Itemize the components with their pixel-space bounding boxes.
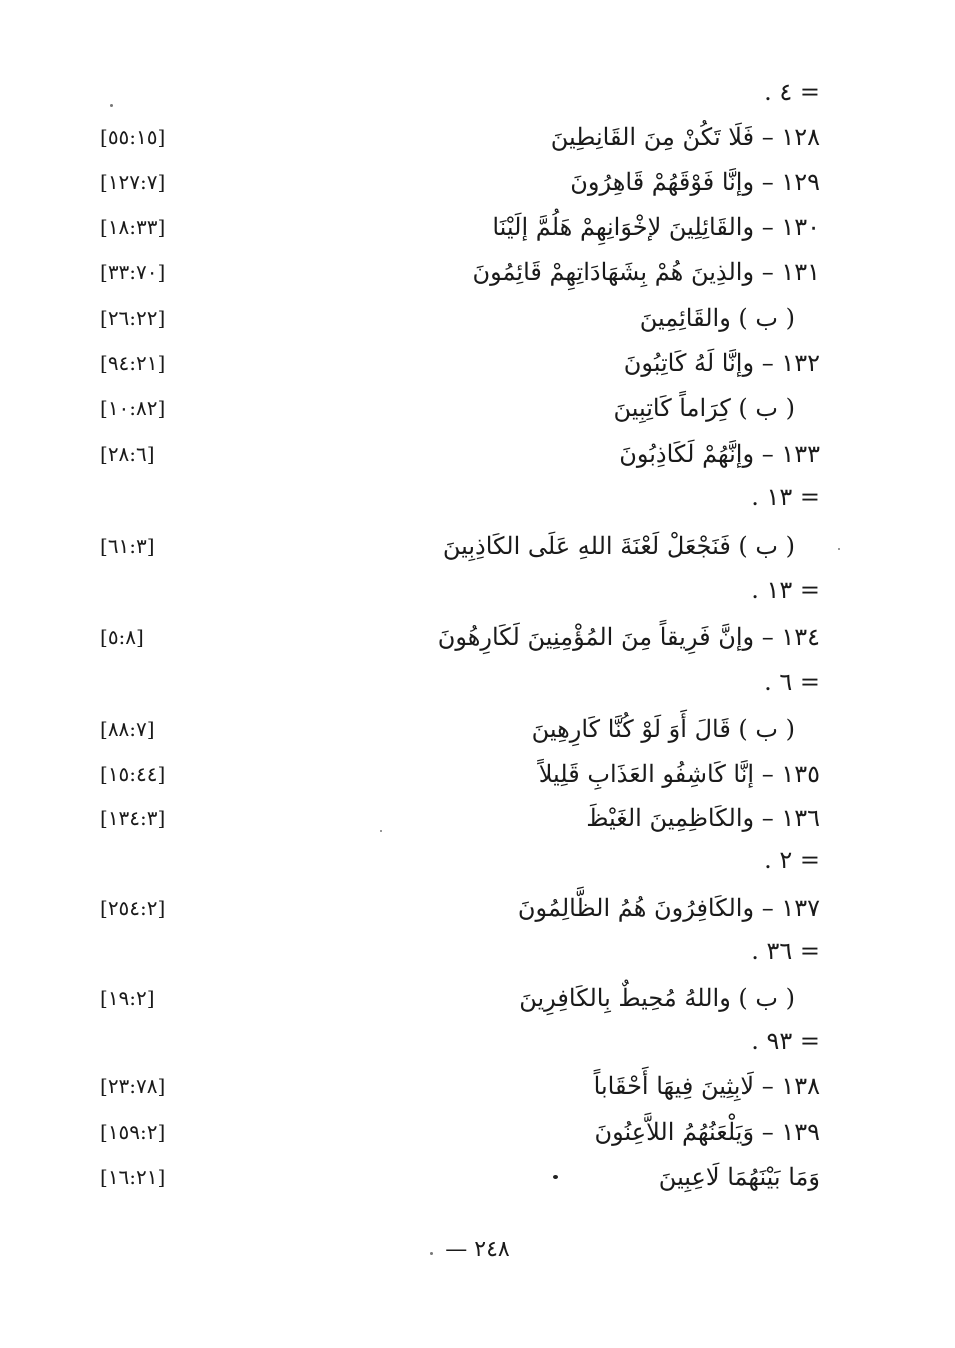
verse-text: ١٣٥ – إنَّا كَاشِفُو العَذَابِ قَلِيلاً [538,760,820,788]
verse-reference: [١٨:٣٣] [100,215,166,239]
verse-text: ١٣٩ – وَيَلْعَنُهُمُ اللاَّعِنُونَ [594,1118,820,1146]
list-item [0,72,955,112]
verse-reference: [١٥٩:٢] [100,1120,166,1144]
verse-text: ١٣٦ – والكَاظِمِينَ الغَيْظَ [586,804,820,832]
verse-reference: [١٦:٢١] [100,1165,166,1189]
verse-text: ( ب ) واللهُ مُحِيطٌ بِالكَافِرِينَ [519,984,795,1012]
verse-text: = ٤ . [764,78,820,106]
list-item [0,1112,955,1152]
verse-reference: [٢٥٤:٢] [100,896,166,920]
list-item [0,931,955,971]
verse-text: ١٣١ – والذِينَ هُمْ بِشَهَادَاتِهِمْ قَائِمُونَ [472,258,820,286]
verse-text: ١٣٨ – لَابِثِينَ فِيهَا أَحْقَاباً [593,1072,820,1100]
verse-text: ( ب ) فَنَجْعَلْ لَعْنَةَ اللهِ عَلَى الكَاذِبِينَ [442,532,795,560]
verse-reference: [٩٤:٢١] [100,351,166,375]
scan-speck [430,1252,433,1255]
list-item [0,1157,955,1197]
verse-text: = ٩٣ . [751,1027,820,1055]
verse-reference: [١٠:٨٢] [100,396,166,420]
scan-speck [110,104,113,107]
scan-speck [553,1175,558,1179]
verse-text: ١٣٧ – والكَافِرُونَ هُمُ الظَّالِمُونَ [517,894,820,922]
list-item [0,1021,955,1061]
verse-reference: [٢٦:٢٢] [100,306,166,330]
verse-reference: [٦١:٣] [100,534,155,558]
page-number: ٢٤٨ — [445,1237,510,1262]
verse-reference: [٥:٨] [100,625,144,649]
verse-text: وَمَا بَيْنَهُمَا لَاعِبِينَ [658,1163,820,1191]
verse-text: = ١٣ . [751,576,820,604]
verse-text: ( ب ) قَالَ أَوَ لَوْ كُنَّا كَارِهِينَ [531,715,795,743]
list-item [0,434,955,474]
list-item [0,662,955,702]
verse-text: = ٦ . [764,668,820,696]
verse-reference: [١٢٧:٧] [100,170,166,194]
list-item [0,477,955,517]
list-item [0,888,955,928]
verse-text: = ٣٦ . [751,937,820,965]
list-item [0,252,955,292]
list-item [0,388,955,428]
verse-text: ١٣٢ – وإنَّا لَهُ كَاتِبُونَ [623,349,820,377]
verse-reference: [٣٣:٧٠] [100,260,166,284]
list-item [0,207,955,247]
list-item [0,117,955,157]
verse-reference: [١٣٤:٣] [100,806,166,830]
verse-text: = ١٣ . [751,483,820,511]
verse-reference: [٨٨:٧] [100,717,155,741]
list-item [0,526,955,566]
verse-text: = ٢ . [764,846,820,874]
verse-text: ١٣٣ – وإنَّهُمْ لَكَاذِبُونَ [619,440,820,468]
verse-text: ١٣٠ – والقَائِلِينَ لإخْوَانِهِمْ هَلُمَّ إلَيْنَا [492,213,820,241]
verse-text: ١٢٨ – فَلَا تَكُنْ مِنَ القَانِطِينَ [550,123,820,151]
list-item [0,617,955,657]
verse-text: ( ب ) والقَائِمِينَ [639,304,795,332]
list-item [0,570,955,610]
list-item [0,298,955,338]
scan-speck [838,548,840,550]
verse-reference: [١٥:٤٤] [100,762,166,786]
verse-reference: [٢٣:٧٨] [100,1074,166,1098]
list-item [0,709,955,749]
scan-speck [380,830,382,832]
verse-reference: [٢٨:٦] [100,442,155,466]
verse-text: ( ب ) كِرَاماً كَاتِبِينَ [613,394,795,422]
verse-text: ١٣٤ – وإنَّ فَرِيقاً مِنَ المُؤْمِنِينَ لَكَارِهُونَ [437,623,820,651]
list-item [0,978,955,1018]
list-item [0,343,955,383]
list-item [0,1066,955,1106]
verse-reference: [١٩:٢] [100,986,155,1010]
list-item [0,798,955,838]
verse-text: ١٢٩ – وإنَّا فَوْقَهُمْ قَاهِرُونَ [570,168,820,196]
verse-reference: [٥٥:١٥] [100,125,166,149]
list-item [0,754,955,794]
list-item [0,840,955,880]
list-item [0,162,955,202]
